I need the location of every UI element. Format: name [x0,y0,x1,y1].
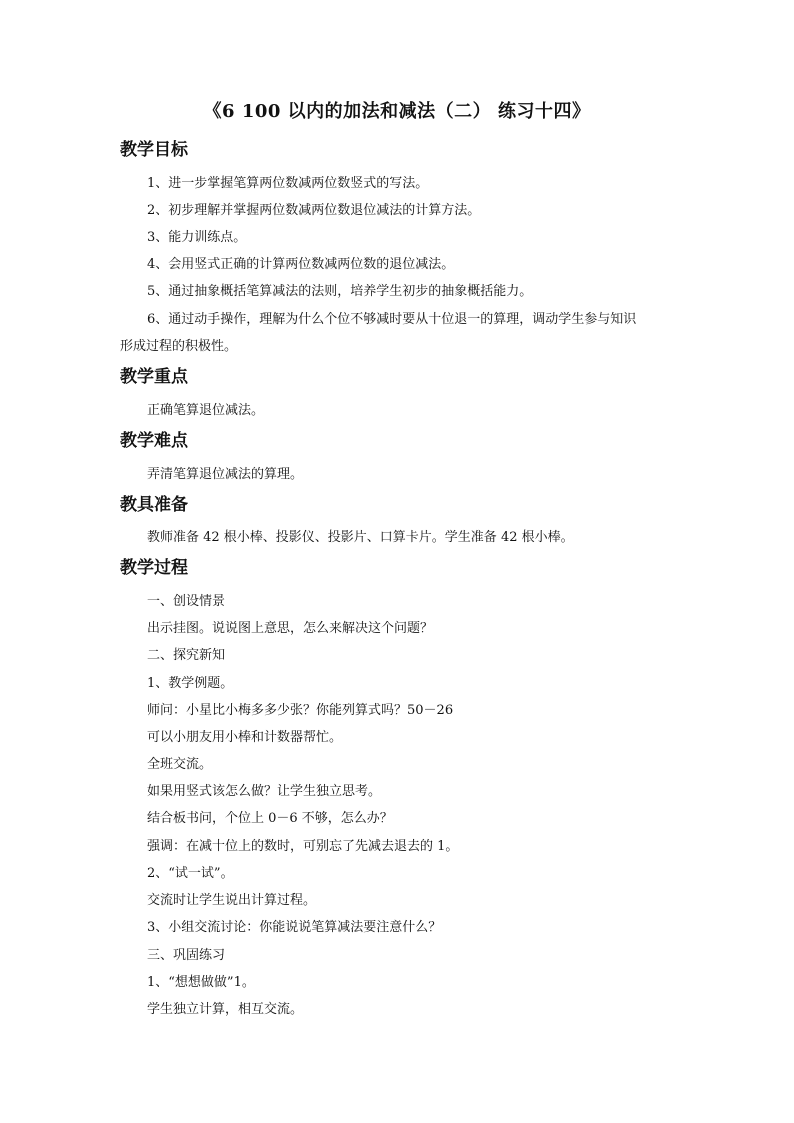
difficulty-text: 弄清笔算退位减法的算理。 [147,467,304,482]
goal-item-1: 1、进一步掌握笔算两位数减两位数竖式的写法。 [147,176,429,191]
heading-materials: 教具准备 [120,495,188,515]
process-line-11: 2、“试一试”。 [147,866,234,881]
goal-item-6-continued: 形成过程的积极性。 [120,339,238,354]
document-title: 《6 100 以内的加法和减法（二） 练习十四》 [203,101,591,122]
process-line-8: 如果用竖式该怎么做？让学生独立思考。 [147,784,382,799]
heading-difficulty: 教学难点 [120,431,188,451]
key-point-text: 正确笔算退位减法。 [147,403,265,418]
process-line-1: 一、创设情景 [147,594,226,609]
goal-item-2: 2、初步理解并掌握两位数减两位数退位减法的计算方法。 [147,203,481,218]
process-line-10: 强调：在减十位上的数时，可别忘了先减去退去的 1。 [147,839,459,854]
process-line-5: 师问：小星比小梅多多少张？你能列算式吗？50－26 [147,703,454,718]
process-line-7: 全班交流。 [147,757,213,772]
goal-item-6: 6、通过动手操作，理解为什么个位不够减时要从十位退一的算理，调动学生参与知识 [147,312,637,327]
materials-text: 教师准备 42 根小棒、投影仪、投影片、口算卡片。学生准备 42 根小棒。 [147,530,574,545]
process-line-15: 1、“想想做做”1。 [147,975,255,990]
process-line-3: 二、探究新知 [147,648,226,663]
process-line-2: 出示挂图。说说图上意思，怎么来解决这个问题？ [147,621,434,636]
process-line-6: 可以小朋友用小棒和计数器帮忙。 [147,730,343,745]
process-line-12: 交流时让学生说出计算过程。 [147,893,317,908]
process-line-14: 三、巩固练习 [147,948,226,963]
process-line-13: 3、小组交流讨论：你能说说笔算减法要注意什么？ [147,920,442,935]
process-line-9: 结合板书问，个位上 0－6 不够，怎么办？ [147,811,393,826]
heading-teaching-process: 教学过程 [120,558,188,578]
goal-item-5: 5、通过抽象概括笔算减法的法则，培养学生初步的抽象概括能力。 [147,284,533,299]
goal-item-3: 3、能力训练点。 [147,230,247,245]
heading-teaching-goals: 教学目标 [120,140,188,160]
process-line-4: 1、教学例题。 [147,676,234,691]
heading-key-point: 教学重点 [120,367,188,387]
process-line-16: 学生独立计算，相互交流。 [147,1002,304,1017]
goal-item-4: 4、会用竖式正确的计算两位数减两位数的退位减法。 [147,257,455,272]
